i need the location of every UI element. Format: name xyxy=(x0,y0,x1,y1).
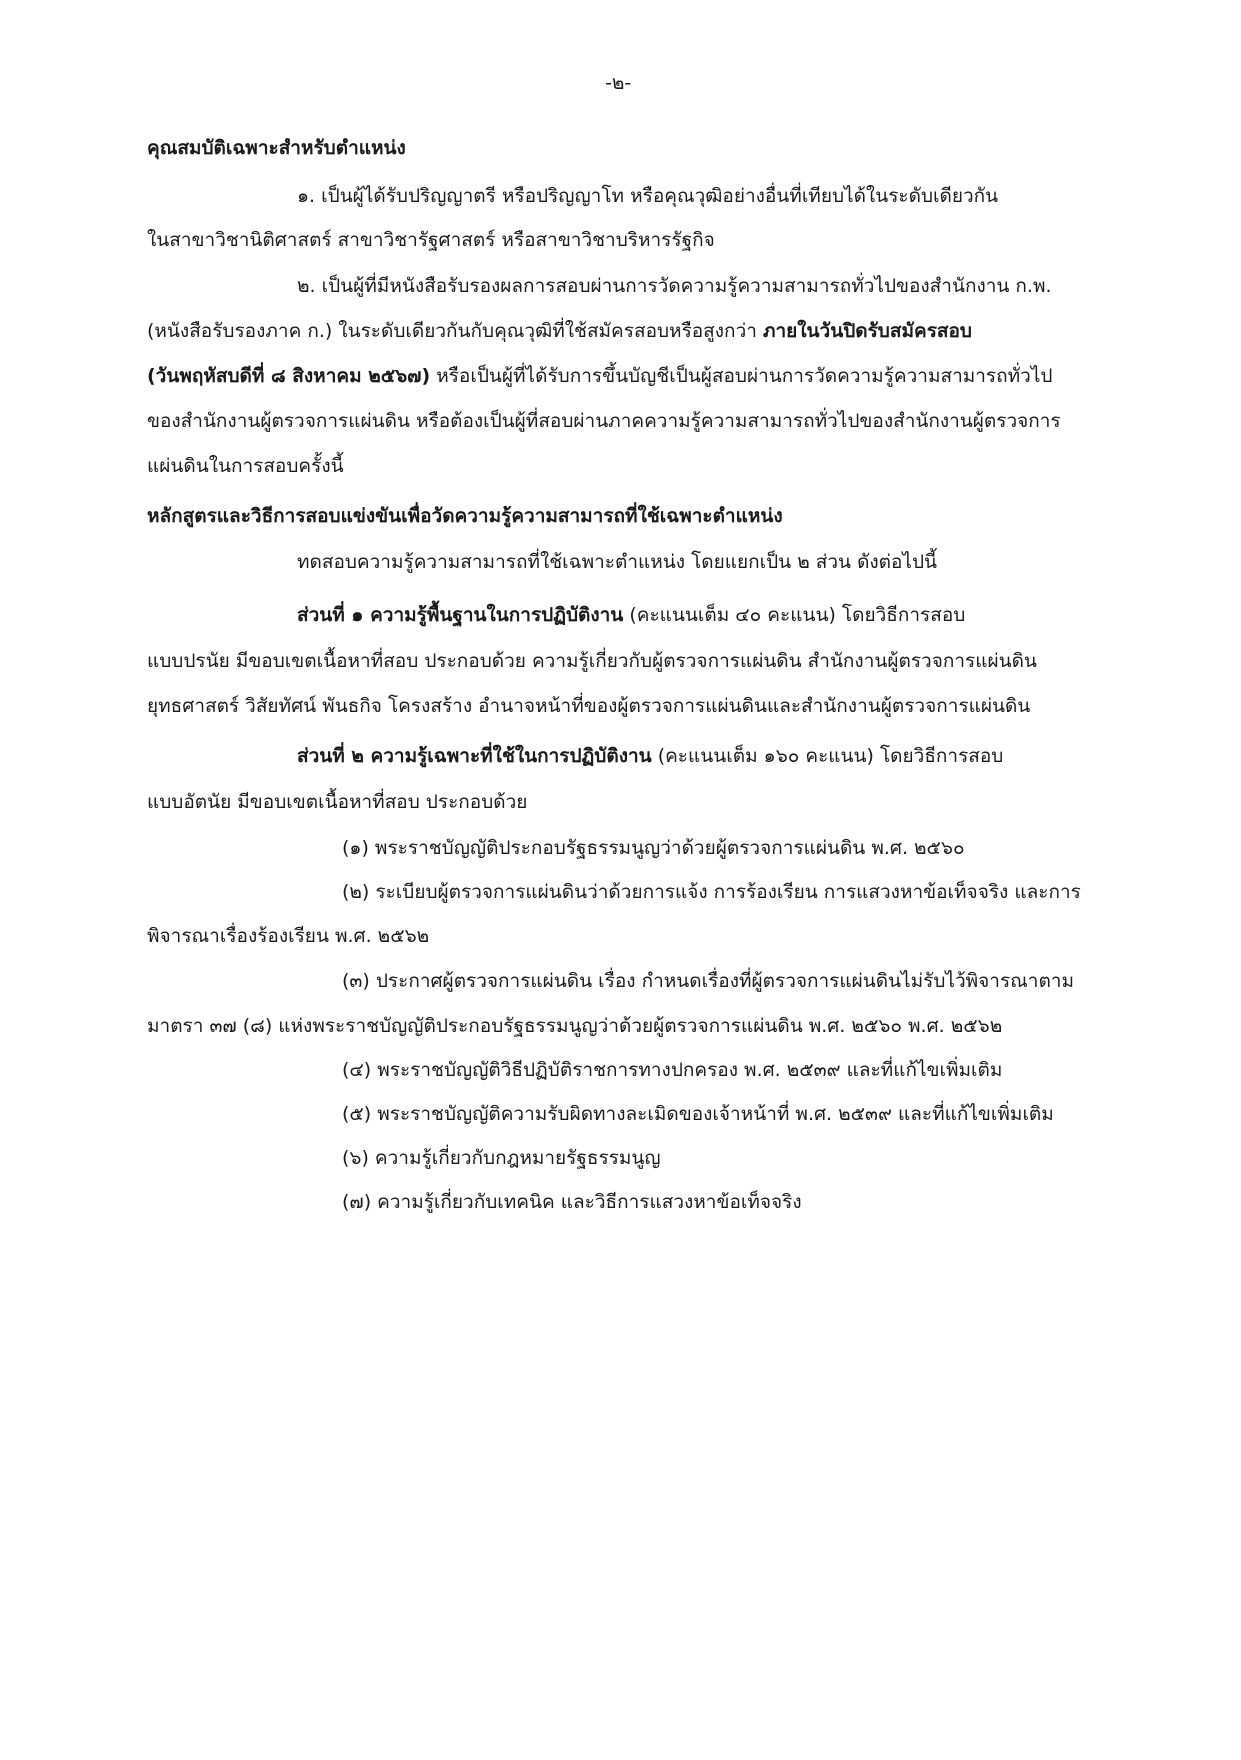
curriculum-intro: ทดสอบความรู้ความสามารถที่ใช้เฉพาะตำแหน่ง โดยแยกเป็น ๒ ส่วน ดังต่อไปนี้ xyxy=(297,551,938,573)
qualification-2-line-3-normal: หรือเป็นผู้ที่ได้รับการขึ้นบัญชีเป็นผู้สอบผ่านการวัดความรู้ความสามารถทั่วไป xyxy=(436,365,1053,387)
topic-3-line-1: (๓) ประกาศผู้ตรวจการแผ่นดิน เรื่อง กำหนดเรื่องที่ผู้ตรวจการแผ่นดินไม่รับไว้พิจารณาตาม xyxy=(342,970,1074,992)
qualifications-heading: คุณสมบัติเฉพาะสำหรับตำแหน่ง xyxy=(147,137,406,159)
part-1-title: ส่วนที่ ๑ ความรู้พื้นฐานในการปฏิบัติงาน xyxy=(297,604,624,626)
qualification-2-line-2-normal: (หนังสือรับรองภาค ก.) ในระดับเดียวกันกับคุณวุฒิที่ใช้สมัครสอบหรือสูงกว่า xyxy=(147,320,757,342)
qualification-2-line-3 xyxy=(147,363,1052,389)
part-2-line-1 xyxy=(297,743,1003,769)
page-number: -๒- xyxy=(605,72,632,94)
part-1-line-3: ยุทธศาสตร์ วิสัยทัศน์ พันธกิจ โครงสร้าง อำนาจหน้าที่ของผู้ตรวจการแผ่นดินและสำนักงานผู้ตรวจการแผ่นดิน xyxy=(147,695,1031,717)
part-2-score: (คะแนนเต็ม ๑๖๐ คะแนน) โดยวิธีการสอบ xyxy=(657,745,1004,767)
qualification-2-line-4: ของสำนักงานผู้ตรวจการแผ่นดิน หรือต้องเป็นผู้ที่สอบผ่านภาคความรู้ความสามารถทั่วไปของสำนักงานผู้ตรวจการ xyxy=(147,410,1061,432)
qualification-1-line-1: ๑. เป็นผู้ได้รับปริญญาตรี หรือปริญญาโท หรือคุณวุฒิอย่างอื่นที่เทียบได้ในระดับเดียวกัน xyxy=(297,185,999,207)
part-1-score: (คะแนนเต็ม ๔๐ คะแนน) โดยวิธีการสอบ xyxy=(629,604,966,626)
topic-1: (๑) พระราชบัญญัติประกอบรัฐธรรมนูญว่าด้วยผู้ตรวจการแผ่นดิน พ.ศ. ๒๕๖๐ xyxy=(342,837,965,859)
qualification-2-line-1: ๒. เป็นผู้ที่มีหนังสือรับรองผลการสอบผ่านการวัดความรู้ความสามารถทั่วไปของสำนักงาน ก.พ. xyxy=(297,275,1052,297)
part-2-line-2: แบบอัตนัย มีขอบเขตเนื้อหาที่สอบ ประกอบด้วย xyxy=(147,791,528,813)
topic-5: (๕) พระราชบัญญัติความรับผิดทางละเมิดของเจ้าหน้าที่ พ.ศ. ๒๕๓๙ และที่แก้ไขเพิ่มเติม xyxy=(342,1103,1054,1125)
topic-2-line-1: (๒) ระเบียบผู้ตรวจการแผ่นดินว่าด้วยการแจ้ง การร้องเรียน การแสวงหาข้อเท็จจริง และการ xyxy=(342,881,1081,903)
part-1-line-2: แบบปรนัย มีขอบเขตเนื้อหาที่สอบ ประกอบด้วย ความรู้เกี่ยวกับผู้ตรวจการแผ่นดิน สำนักงานผู้ตรวจการแผ่นดิน xyxy=(147,650,1037,672)
topic-2-line-2: พิจารณาเรื่องร้องเรียน พ.ศ. ๒๕๖๒ xyxy=(147,925,430,947)
topic-4: (๔) พระราชบัญญัติวิธีปฏิบัติราชการทางปกครอง พ.ศ. ๒๕๓๙ และที่แก้ไขเพิ่มเติม xyxy=(342,1059,1003,1081)
qualification-1-line-2: ในสาขาวิชานิติศาสตร์ สาขาวิชารัฐศาสตร์ หรือสาขาวิชาบริหารรัฐกิจ xyxy=(147,229,715,251)
closing-date: (วันพฤหัสบดีที่ ๘ สิงหาคม ๒๕๖๗) xyxy=(147,365,431,387)
topic-3-line-2: มาตรา ๓๗ (๘) แห่งพระราชบัญญัติประกอบรัฐธรรมนูญว่าด้วยผู้ตรวจการแผ่นดิน พ.ศ. ๒๕๖๐ พ.ศ. ๒๕๖๒ xyxy=(147,1015,1003,1037)
qualification-2-line-2 xyxy=(147,318,972,344)
qualification-2-line-5: แผ่นดินในการสอบครั้งนี้ xyxy=(147,455,344,477)
topic-6: (๖) ความรู้เกี่ยวกับกฎหมายรัฐธรรมนูญ xyxy=(342,1147,661,1169)
part-2-title: ส่วนที่ ๒ ความรู้เฉพาะที่ใช้ในการปฏิบัติงาน xyxy=(297,745,652,767)
part-1-line-1 xyxy=(297,602,965,628)
topic-7: (๗) ความรู้เกี่ยวกับเทคนิค และวิธีการแสวงหาข้อเท็จจริง xyxy=(342,1191,802,1213)
closing-date-phrase: ภายในวันปิดรับสมัครสอบ xyxy=(762,320,972,342)
curriculum-heading: หลักสูตรและวิธีการสอบแข่งขันเพื่อวัดความรู้ความสามารถที่ใช้เฉพาะตำแหน่ง xyxy=(147,505,783,527)
